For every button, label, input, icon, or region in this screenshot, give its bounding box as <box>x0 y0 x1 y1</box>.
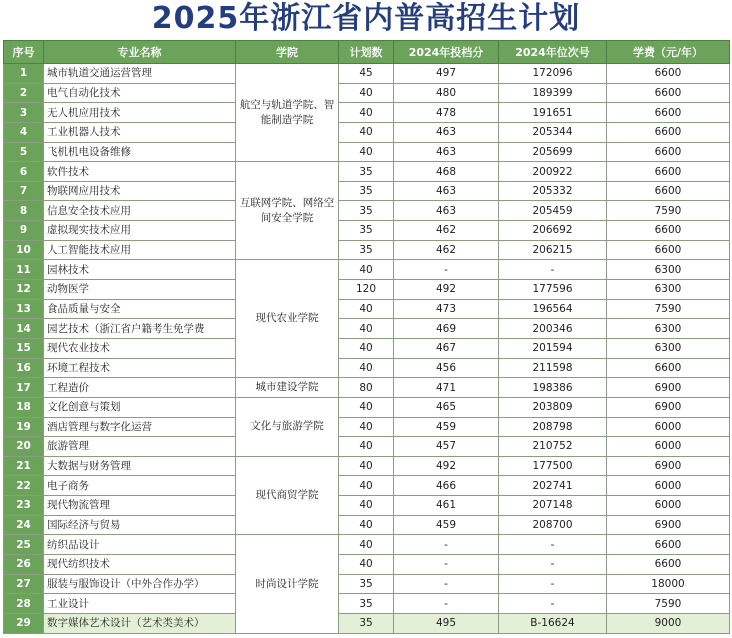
major-name: 虚拟现实技术应用 <box>44 221 236 241</box>
plan-count: 35 <box>339 162 394 182</box>
rank-number: 189399 <box>499 83 607 103</box>
tuition-fee: 6600 <box>607 83 730 103</box>
row-index: 15 <box>4 338 44 358</box>
admission-score: - <box>394 555 499 575</box>
admission-score: 462 <box>394 221 499 241</box>
row-index: 22 <box>4 476 44 496</box>
table-row <box>4 260 730 280</box>
admission-score: - <box>394 260 499 280</box>
admission-score: 465 <box>394 397 499 417</box>
tuition-fee: 6600 <box>607 103 730 123</box>
admission-score: 492 <box>394 280 499 300</box>
rank-number: 205344 <box>499 122 607 142</box>
row-index: 11 <box>4 260 44 280</box>
admission-score: - <box>394 594 499 614</box>
plan-count: 40 <box>339 122 394 142</box>
row-index: 27 <box>4 574 44 594</box>
table-row <box>4 83 730 103</box>
rank-number: - <box>499 594 607 614</box>
header-plan: 计划数 <box>339 41 394 64</box>
table-row <box>4 358 730 378</box>
row-index: 23 <box>4 496 44 516</box>
table-row <box>4 201 730 221</box>
major-name: 工业机器人技术 <box>44 122 236 142</box>
college-name: 航空与轨道学院、智能制造学院 <box>236 64 339 162</box>
table-row <box>4 162 730 182</box>
tuition-fee: 6900 <box>607 378 730 398</box>
row-index: 18 <box>4 397 44 417</box>
tuition-fee: 18000 <box>607 574 730 594</box>
table-row <box>4 594 730 614</box>
table-row <box>4 319 730 339</box>
major-name: 城市轨道交通运营管理 <box>44 64 236 84</box>
rank-number: - <box>499 260 607 280</box>
table-row <box>4 574 730 594</box>
rank-number: 208700 <box>499 515 607 535</box>
major-name: 纺织品设计 <box>44 535 236 555</box>
table-row <box>4 240 730 260</box>
admission-score: 468 <box>394 162 499 182</box>
plan-count: 40 <box>339 338 394 358</box>
rank-number: 206692 <box>499 221 607 241</box>
table-body <box>4 64 730 634</box>
tuition-fee: 7590 <box>607 201 730 221</box>
college-name: 时尚设计学院 <box>236 535 339 634</box>
rank-number: 196564 <box>499 299 607 319</box>
plan-count: 40 <box>339 142 394 162</box>
plan-count: 40 <box>339 476 394 496</box>
plan-count: 45 <box>339 64 394 84</box>
table-row <box>4 122 730 142</box>
admission-score: 463 <box>394 142 499 162</box>
rank-number: 207148 <box>499 496 607 516</box>
row-index: 4 <box>4 122 44 142</box>
college-name: 文化与旅游学院 <box>236 397 339 456</box>
table-row <box>4 221 730 241</box>
plan-count: 35 <box>339 240 394 260</box>
row-index: 1 <box>4 64 44 84</box>
rank-number: - <box>499 555 607 575</box>
major-name: 现代农业技术 <box>44 338 236 358</box>
major-name: 环境工程技术 <box>44 358 236 378</box>
table-row <box>4 142 730 162</box>
table-row <box>4 417 730 437</box>
plan-count: 35 <box>339 221 394 241</box>
table-row <box>4 476 730 496</box>
plan-count: 40 <box>339 83 394 103</box>
admission-score: 495 <box>394 613 499 633</box>
table-row <box>4 456 730 476</box>
table-row <box>4 181 730 201</box>
page-title: 2025年浙江省内普高招生计划 <box>151 1 581 36</box>
tuition-fee: 6900 <box>607 456 730 476</box>
tuition-fee: 6000 <box>607 437 730 457</box>
major-name: 园艺技术（浙江省户籍考生免学费 <box>44 319 236 339</box>
row-index: 20 <box>4 437 44 457</box>
header-major: 专业名称 <box>44 41 236 64</box>
plan-count: 40 <box>339 299 394 319</box>
row-index: 2 <box>4 83 44 103</box>
rank-number: 205332 <box>499 181 607 201</box>
tuition-fee: 7590 <box>607 594 730 614</box>
major-name: 电气自动化技术 <box>44 83 236 103</box>
admission-score: 459 <box>394 515 499 535</box>
major-name: 旅游管理 <box>44 437 236 457</box>
rank-number: 200922 <box>499 162 607 182</box>
rank-number: 177500 <box>499 456 607 476</box>
major-name: 软件技术 <box>44 162 236 182</box>
admission-score: 473 <box>394 299 499 319</box>
table-row <box>4 338 730 358</box>
table-row <box>4 613 730 633</box>
rank-number: 202741 <box>499 476 607 496</box>
row-index: 26 <box>4 555 44 575</box>
rank-number: 211598 <box>499 358 607 378</box>
plan-count: 35 <box>339 613 394 633</box>
rank-number: 201594 <box>499 338 607 358</box>
major-name: 食品质量与安全 <box>44 299 236 319</box>
plan-count: 40 <box>339 397 394 417</box>
rank-number: 191651 <box>499 103 607 123</box>
admission-score: - <box>394 574 499 594</box>
major-name: 飞机机电设备维修 <box>44 142 236 162</box>
rank-number: 205459 <box>499 201 607 221</box>
row-index: 5 <box>4 142 44 162</box>
header-fee: 学费（元/年） <box>607 41 730 64</box>
plan-count: 40 <box>339 456 394 476</box>
admission-score: 463 <box>394 201 499 221</box>
table-row <box>4 397 730 417</box>
major-name: 无人机应用技术 <box>44 103 236 123</box>
table-header-row <box>4 41 730 64</box>
admission-score: 463 <box>394 122 499 142</box>
rank-number: - <box>499 535 607 555</box>
row-index: 25 <box>4 535 44 555</box>
table-row <box>4 515 730 535</box>
rank-number: 208798 <box>499 417 607 437</box>
major-name: 园林技术 <box>44 260 236 280</box>
plan-count: 40 <box>339 358 394 378</box>
plan-count: 35 <box>339 574 394 594</box>
header-index: 序号 <box>4 41 44 64</box>
major-name: 国际经济与贸易 <box>44 515 236 535</box>
rank-number: B-16624 <box>499 613 607 633</box>
major-name: 数字媒体艺术设计（艺术类美术） <box>44 613 236 633</box>
row-index: 24 <box>4 515 44 535</box>
row-index: 3 <box>4 103 44 123</box>
tuition-fee: 6000 <box>607 476 730 496</box>
plan-count: 40 <box>339 555 394 575</box>
tuition-fee: 6600 <box>607 221 730 241</box>
table-row <box>4 103 730 123</box>
tuition-fee: 6600 <box>607 555 730 575</box>
rank-number: 206215 <box>499 240 607 260</box>
admission-score: 471 <box>394 378 499 398</box>
table-row <box>4 64 730 84</box>
plan-count: 40 <box>339 515 394 535</box>
table-row <box>4 496 730 516</box>
college-name: 互联网学院、网络空间安全学院 <box>236 162 339 260</box>
table-row <box>4 280 730 300</box>
table-row <box>4 378 730 398</box>
major-name: 人工智能技术应用 <box>44 240 236 260</box>
major-name: 文化创意与策划 <box>44 397 236 417</box>
row-index: 13 <box>4 299 44 319</box>
row-index: 8 <box>4 201 44 221</box>
admission-score: 456 <box>394 358 499 378</box>
tuition-fee: 6900 <box>607 515 730 535</box>
plan-count: 40 <box>339 260 394 280</box>
plan-count: 40 <box>339 496 394 516</box>
tuition-fee: 6600 <box>607 358 730 378</box>
admission-score: 467 <box>394 338 499 358</box>
rank-number: 172096 <box>499 64 607 84</box>
table-row <box>4 555 730 575</box>
row-index: 12 <box>4 280 44 300</box>
major-name: 现代纺织技术 <box>44 555 236 575</box>
tuition-fee: 6600 <box>607 142 730 162</box>
college-name: 现代农业学院 <box>236 260 339 378</box>
major-name: 现代物流管理 <box>44 496 236 516</box>
plan-count: 35 <box>339 181 394 201</box>
plan-count: 80 <box>339 378 394 398</box>
row-index: 6 <box>4 162 44 182</box>
tuition-fee: 6600 <box>607 535 730 555</box>
admission-score: 459 <box>394 417 499 437</box>
plan-count: 40 <box>339 417 394 437</box>
plan-count: 35 <box>339 594 394 614</box>
row-index: 14 <box>4 319 44 339</box>
rank-number: 210752 <box>499 437 607 457</box>
admission-score: 463 <box>394 181 499 201</box>
plan-count: 40 <box>339 103 394 123</box>
tuition-fee: 6300 <box>607 280 730 300</box>
admission-score: 469 <box>394 319 499 339</box>
rank-number: 198386 <box>499 378 607 398</box>
admission-score: 497 <box>394 64 499 84</box>
row-index: 10 <box>4 240 44 260</box>
tuition-fee: 6600 <box>607 64 730 84</box>
admission-score: 462 <box>394 240 499 260</box>
row-index: 29 <box>4 613 44 633</box>
tuition-fee: 6300 <box>607 338 730 358</box>
plan-count: 120 <box>339 280 394 300</box>
college-name: 城市建设学院 <box>236 378 339 398</box>
admission-score: - <box>394 535 499 555</box>
row-index: 16 <box>4 358 44 378</box>
major-name: 工业设计 <box>44 594 236 614</box>
major-name: 物联网应用技术 <box>44 181 236 201</box>
major-name: 电子商务 <box>44 476 236 496</box>
table-row <box>4 299 730 319</box>
admission-score: 457 <box>394 437 499 457</box>
admission-score: 461 <box>394 496 499 516</box>
tuition-fee: 6000 <box>607 417 730 437</box>
table-row <box>4 535 730 555</box>
tuition-fee: 9000 <box>607 613 730 633</box>
tuition-fee: 6300 <box>607 260 730 280</box>
tuition-fee: 6300 <box>607 319 730 339</box>
header-score: 2024年投档分 <box>394 41 499 64</box>
row-index: 9 <box>4 221 44 241</box>
major-name: 酒店管理与数字化运营 <box>44 417 236 437</box>
rank-number: 200346 <box>499 319 607 339</box>
major-name: 大数据与财务管理 <box>44 456 236 476</box>
rank-number: 203809 <box>499 397 607 417</box>
tuition-fee: 6600 <box>607 162 730 182</box>
enrollment-plan-table <box>3 40 730 634</box>
major-name: 服装与服饰设计（中外合作办学） <box>44 574 236 594</box>
admission-score: 466 <box>394 476 499 496</box>
header-rank: 2024年位次号 <box>499 41 607 64</box>
row-index: 17 <box>4 378 44 398</box>
tuition-fee: 7590 <box>607 299 730 319</box>
admission-score: 480 <box>394 83 499 103</box>
row-index: 21 <box>4 456 44 476</box>
row-index: 19 <box>4 417 44 437</box>
tuition-fee: 6000 <box>607 496 730 516</box>
major-name: 信息安全技术应用 <box>44 201 236 221</box>
rank-number: - <box>499 574 607 594</box>
admission-score: 478 <box>394 103 499 123</box>
plan-count: 35 <box>339 201 394 221</box>
row-index: 28 <box>4 594 44 614</box>
major-name: 动物医学 <box>44 280 236 300</box>
tuition-fee: 6900 <box>607 397 730 417</box>
rank-number: 177596 <box>499 280 607 300</box>
plan-count: 40 <box>339 437 394 457</box>
rank-number: 205699 <box>499 142 607 162</box>
admission-score: 492 <box>394 456 499 476</box>
tuition-fee: 6600 <box>607 181 730 201</box>
college-name: 现代商贸学院 <box>236 456 339 535</box>
plan-count: 40 <box>339 319 394 339</box>
header-college: 学院 <box>236 41 339 64</box>
tuition-fee: 6600 <box>607 122 730 142</box>
plan-count: 40 <box>339 535 394 555</box>
tuition-fee: 6600 <box>607 240 730 260</box>
major-name: 工程造价 <box>44 378 236 398</box>
row-index: 7 <box>4 181 44 201</box>
table-row <box>4 437 730 457</box>
